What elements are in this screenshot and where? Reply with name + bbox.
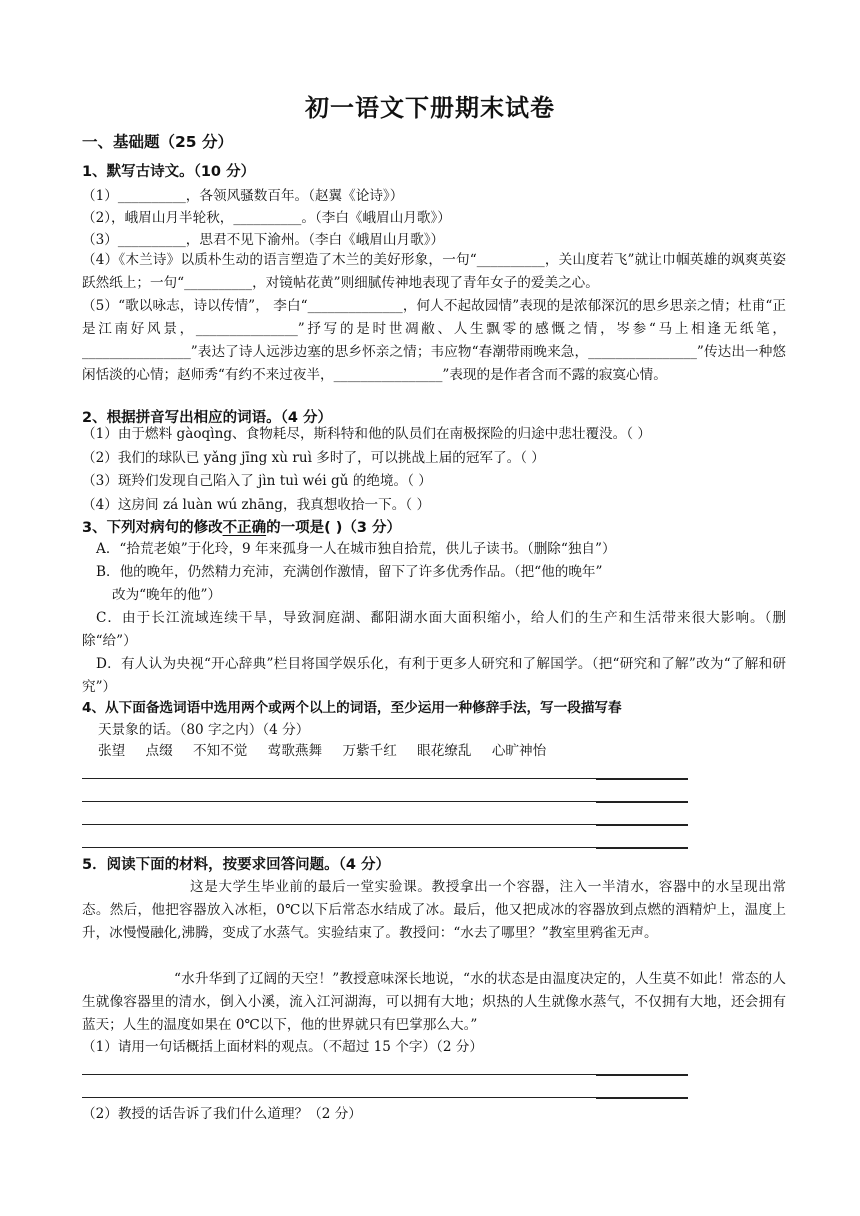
q5-sub-question-1: （1）请用一句话概括上面材料的观点。（不超过 15 个字）（2 分） xyxy=(82,1039,483,1055)
q4-word: 不知不觉 xyxy=(193,743,248,759)
q3-heading-emphasis: 不正确 xyxy=(222,520,267,536)
q4-word: 点缀 xyxy=(145,743,173,759)
q4-prompt-line-2: 天景象的话。（80 字之内）（4 分） xyxy=(98,722,310,738)
q5-sub-question-2: （2）教授的话告诉了我们什么道理？（2 分） xyxy=(82,1106,362,1122)
q2-line-4: （4）这房间 zá luàn wú zhāng，我真想收拾一下。（ ） xyxy=(82,497,431,513)
q1-line-5: （5）“歌以咏志，诗以传情”， 李白“______________，何人不起故园情”表现的是浓郁深沉的思乡思亲之情；杜甫“正是江南好风景，_______________”抒写的是时世凋敝、人生飘零的感慨之情，岑参“马上相逢无纸笔，________________”表达了诗人远涉边塞的思乡怀亲之情；韦应物“春潮带雨晚来急，________________”传达出一种悠闲恬淡的心情；赵师秀“有约不来过夜半，________________”表现的是作者含而不露的寂寞心情。 xyxy=(82,298,786,383)
q2-line-3: （3）斑羚们发现自己陷入了 jìn tuì wéi gǔ 的绝境。（ ） xyxy=(82,473,432,489)
q3-option-a: A．“拾荒老娘”于化玲，9 年来孤身一人在城市独自拾荒，供儿子读书。（删除“独自”） xyxy=(96,541,616,557)
q3-option-b-line-1: B．他的晚年，仍然精力充沛，充满创作激情，留下了许多优秀作品。（把“他的晚年” xyxy=(96,564,603,580)
q4-word: 张望 xyxy=(98,743,126,759)
answer-line xyxy=(82,1097,688,1098)
q4-word: 心旷神怡 xyxy=(491,743,547,759)
q2-line-2: （2）我们的球队已 yǎng jīng xù ruì 多时了，可以挑战上届的冠军了。（ ） xyxy=(82,450,545,466)
answer-line xyxy=(82,847,688,848)
q2-heading: 2、根据拼音写出相应的词语。（4 分） xyxy=(82,410,332,426)
section-heading: 一、基础题（25 分） xyxy=(82,133,233,151)
q4-prompt-text: 4、从下面备选词语中选用两个或两个以上的词语，至少运用一种修辞手法，写一段描写春 xyxy=(82,700,622,716)
q3-heading-c: 的一项是( )（3 分） xyxy=(266,520,402,536)
q3-option-d: D．有人认为央视“开心辞典”栏目将国学娱乐化，有利于更多人研究和了解国学。（把“研究和了解”改为“了解和研究”） xyxy=(82,656,786,695)
q4-word: 眼花缭乱 xyxy=(417,743,472,759)
q3-heading xyxy=(82,516,401,537)
answer-line xyxy=(82,801,688,802)
q2-line-1: （1）由于燃料 gàoqìng、食物耗尽，斯科特和他的队员们在南极探险的归途中悲壮覆没。（ ） xyxy=(82,426,651,442)
q5-passage-2: “水升华到了辽阔的天空！”教授意味深长地说，“水的状态是由温度决定的，人生莫不如此！常态的人生就像容器里的清水，倒入小溪，流入江河湖海，可以拥有大地；炽热的人生就像水蒸气，不仅拥有大地，还会拥有蓝天；人生的温度如果在 0℃以下，他的世界就只有巴掌那么大。” xyxy=(82,971,786,1033)
q4-word: 莺歌燕舞 xyxy=(267,743,323,759)
answer-line xyxy=(82,824,688,825)
q3-option-b-line-2: 改为“晚年的他”） xyxy=(112,587,222,603)
q3-heading-a: 3、下列对病句的修改 xyxy=(82,520,223,536)
q4-word: 万紫千红 xyxy=(342,743,397,759)
q5-heading: 5．阅读下面的材料，按要求回答问题。（4 分） xyxy=(82,857,390,873)
q5-passage-1: 这是大学生毕业前的最后一堂实验课。教授拿出一个容器，注入一半清水，容器中的水呈现出常态。然后，他把容器放入冰柜，0℃以下后常态水结成了冰。最后，他又把成冰的容器放到点燃的酒精炉上，温度上升，冰慢慢融化,沸腾，变成了水蒸气。实验结束了。教授问：“水去了哪里？”教室里鸦雀无声。 xyxy=(82,879,786,941)
q1-line-2: （2），峨眉山月半轮秋，__________。（李白《峨眉山月歌》） xyxy=(82,210,451,226)
answer-line xyxy=(82,1074,688,1075)
q1-line-4: （4）《木兰诗》以质朴生动的语言塑造了木兰的美好形象，一句“__________，关山度若飞”就让巾帼英雄的飒爽英姿跃然纸上；一句“__________，对镜帖花黄”则细腻传神地表现了青年女子的爱美之心。 xyxy=(82,252,786,291)
answer-line xyxy=(82,778,688,779)
q4-prompt-line-1 xyxy=(82,698,622,718)
q3-option-c: C．由于长江流域连续干旱，导致洞庭湖、鄱阳湖水面大面积缩小，给人们的生产和生活带来很大影响。（删除“给”） xyxy=(82,610,786,649)
q4-word-list xyxy=(98,740,562,762)
q1-line-1: （1）__________，各领风骚数百年。（赵翼《论诗》） xyxy=(82,188,404,204)
q1-heading: 1、默写古诗文。（10 分） xyxy=(82,164,256,180)
page-title: 初一语文下册期末试卷 xyxy=(305,94,555,122)
q1-line-3: （3）__________，思君不见下渝州。（李白《峨眉山月歌》） xyxy=(82,232,445,248)
